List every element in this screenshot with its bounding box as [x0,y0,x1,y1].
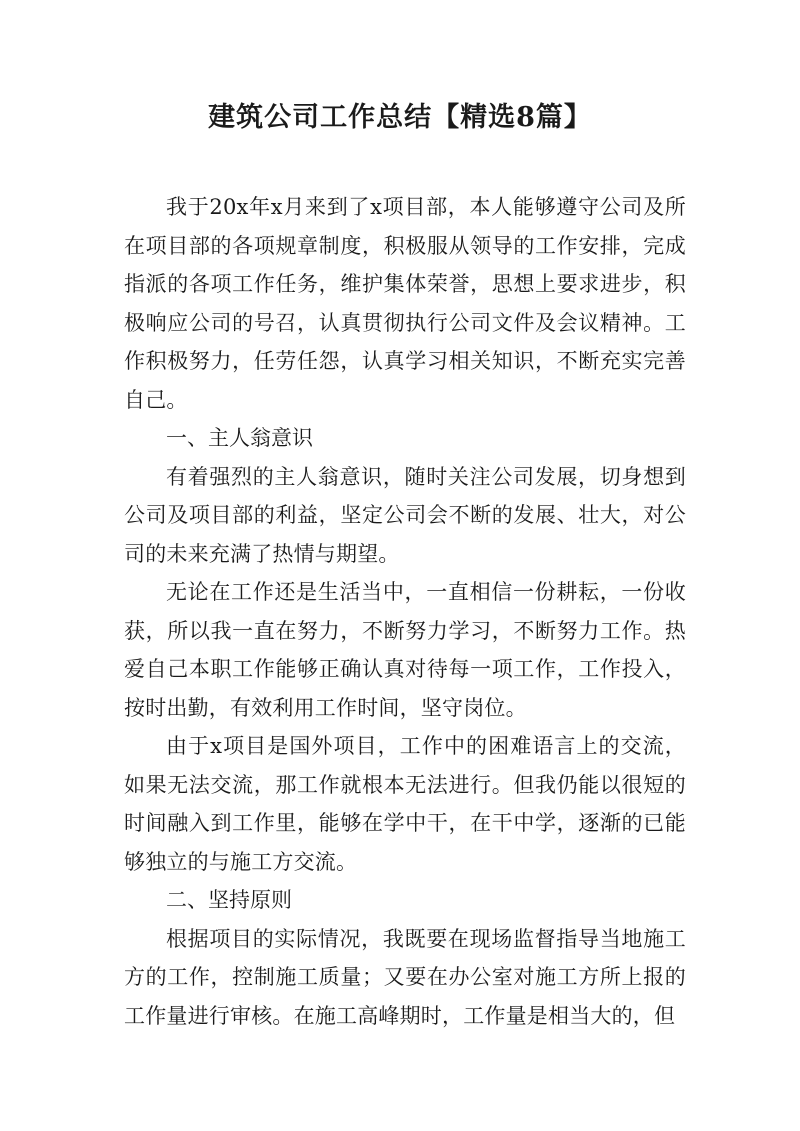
paragraph-ownership: 有着强烈的主人翁意识，随时关注公司发展，切身想到公司及项目部的利益，坚定公司会不断的发展、壮大，对公司的未来充满了热情与期望。 [124,464,686,566]
paragraph-language: 由于x项目是国外项目，工作中的困难语言上的交流，如果无法交流，那工作就根本无法进行。但我仍能以很短的时间融入到工作里，能够在学中干，在干中学，逐渐的已能够独立的与施工方交流。 [124,734,686,874]
paragraph-effort: 无论在工作还是生活当中，一直相信一份耕耘，一份收获，所以我一直在努力，不断努力学习，不断努力工作。热爱自己本职工作能够正确认真对待每一项工作，工作投入，按时出勤，有效利用工作时间，坚守岗位。 [124,580,686,720]
section-heading-ownership: 一、主人翁意识 [166,426,313,450]
document-title: 建筑公司工作总结【精选8篇】 [208,102,592,133]
paragraph-intro: 我于20x年x月来到了x项目部，本人能够遵守公司及所在项目部的各项规章制度，积极服从领导的工作安排，完成指派的各项工作任务，维护集体荣誉，思想上要求进步，积极响应公司的号召，认真贯彻执行公司文件及会议精神。工作积极努力，任劳任怨，认真学习相关知识，不断充实完善自己。 [124,195,686,412]
paragraph-principles: 根据项目的实际情况，我既要在现场监督指导当地施工方的工作，控制施工质量；又要在办公室对施工方所上报的工作量进行审核。在施工高峰期时，工作量是相当大的，但 [124,926,686,1028]
document-body [124,188,686,1035]
section-heading-principles: 二、坚持原则 [166,888,292,912]
